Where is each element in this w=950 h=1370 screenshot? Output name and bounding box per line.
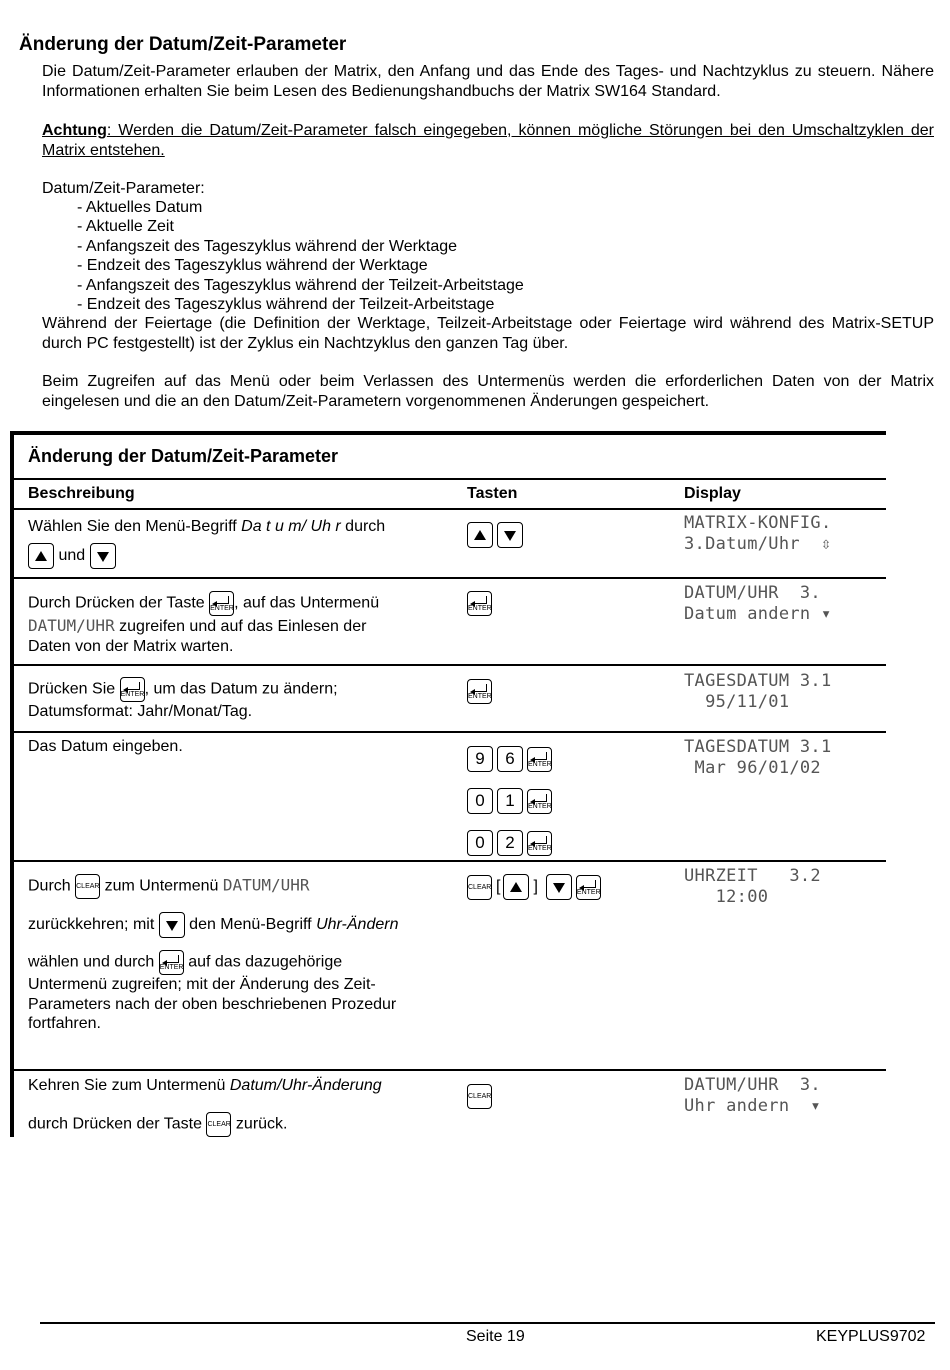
row2-text-c: zugreifen und auf das Einlesen der	[114, 618, 367, 635]
warning-label: Achtung	[42, 122, 107, 139]
row5-text: Durch	[28, 877, 76, 895]
divider	[14, 731, 886, 733]
clear-key-icon: CLEAR	[467, 1084, 492, 1109]
row5-lcd-text: DATUM/UHR	[222, 875, 310, 895]
divider	[14, 860, 886, 862]
enter-key-icon: ENTER	[527, 789, 552, 814]
enter-key-icon: ENTER	[467, 679, 492, 704]
params-list	[77, 198, 524, 314]
row6-text-b: durch Drücken der Taste	[28, 1115, 207, 1133]
table-top-border	[10, 431, 886, 435]
row6-text: Kehren Sie zum Untermenü	[28, 1077, 230, 1094]
row1-description	[28, 517, 448, 569]
row3-description	[28, 677, 458, 722]
clear-key-icon: CLEAR	[467, 875, 492, 900]
divider	[14, 478, 886, 480]
row2-text: Durch Drücken der Taste	[28, 594, 210, 612]
bracket-close: ]	[533, 878, 538, 896]
list-item: - Endzeit des Tageszyklus während der Werktage	[77, 257, 428, 275]
page-number: Seite 19	[466, 1328, 525, 1345]
enter-key-icon: ENTER	[159, 950, 184, 975]
row2-lcd-text: DATUM/UHR	[28, 616, 115, 635]
procedure-table	[10, 431, 886, 1137]
enter-key-icon: ENTER	[527, 831, 552, 856]
params-intro: Datum/Zeit-Parameter:	[42, 180, 205, 197]
digit-key: 9	[467, 746, 493, 772]
list-item: - Endzeit des Tageszyklus während der Teilzeit-Arbeitstage	[77, 296, 495, 314]
row3-keys	[467, 679, 496, 704]
column-header-description: Beschreibung	[28, 485, 135, 502]
divider	[14, 664, 886, 666]
row2-text-b: , auf das Untermenü	[234, 594, 380, 612]
enter-key-icon: ENTER	[120, 677, 145, 702]
down-key-icon	[159, 912, 185, 938]
row5-text-h: Parameters nach der oben beschriebenen Prozedur	[28, 995, 397, 1013]
up-key-icon	[503, 874, 529, 900]
column-header-keys: Tasten	[467, 485, 518, 502]
row5-text-f: auf das dazugehörige	[183, 953, 343, 971]
intro-paragraph: Die Datum/Zeit-Parameter erlauben der Matrix, den Anfang und das Ende des Tages- und Nachtzyklus zu steuern. Nähere Informationen erhalten Sie beim Lesen des Bedienungshandbuchs der Matrix SW164 Standard.	[42, 63, 934, 100]
row2-display: DATUM/UHR 3. Datum andern ▾	[684, 583, 832, 624]
list-item: - Aktuelle Zeit	[77, 218, 174, 236]
row6-menu-item: Datum/Uhr-Änderung	[229, 1077, 382, 1094]
down-key-icon	[90, 543, 116, 569]
row2-keys	[467, 591, 496, 616]
divider	[14, 1069, 886, 1071]
list-item: - Anfangszeit des Tageszyklus während der Teilzeit-Arbeitstage	[77, 276, 524, 294]
row1-text: Wählen Sie den Menü-Begriff	[28, 518, 242, 535]
clear-key-icon: CLEAR	[206, 1112, 231, 1137]
row5-description	[28, 874, 458, 1034]
row1-text-c: und	[54, 546, 86, 564]
page-heading: Änderung der Datum/Zeit-Parameter	[19, 34, 347, 55]
divider	[14, 508, 886, 510]
digit-key: 0	[467, 788, 493, 814]
row4-description: Das Datum eingeben.	[28, 738, 183, 755]
row5-menu-item: Uhr-Ändern	[316, 916, 399, 934]
row3-text-c: Datumsformat: Jahr/Monat/Tag.	[28, 703, 253, 720]
digit-key: 0	[467, 830, 493, 856]
footer-divider	[40, 1322, 935, 1324]
down-key-icon	[546, 874, 572, 900]
row4-display: TAGESDATUM 3.1 Mar 96/01/02	[684, 737, 832, 778]
row2-description	[28, 591, 458, 656]
row2-text-d: Daten von der Matrix warten.	[28, 637, 234, 655]
enter-key-icon: ENTER	[467, 591, 492, 616]
row3-text: Drücken Sie	[28, 680, 120, 698]
row6-display: DATUM/UHR 3. Uhr andern ▾	[684, 1075, 821, 1116]
enter-key-icon: ENTER	[576, 875, 601, 900]
row5-text-g: Untermenü zugreifen; mit der Änderung des Zeit-	[28, 976, 376, 993]
row5-keys	[467, 874, 605, 900]
row1-keys	[467, 522, 527, 548]
row4-keys	[467, 746, 556, 872]
divider	[14, 577, 886, 579]
row5-text-b: zum Untermenü	[100, 877, 223, 895]
table-left-border	[10, 431, 14, 1137]
row1-display: MATRIX-KONFIG. 3.Datum/Uhr ⇳	[684, 513, 832, 554]
up-key-icon	[28, 543, 54, 569]
row6-description	[28, 1076, 458, 1137]
bracket-open: [	[496, 878, 501, 896]
holiday-paragraph: Während der Feiertage (die Definition der Werktage, Teilzeit-Arbeitstage oder Feiertage wird während des Matrix-SETUP durch PC festgestellt) ist der Zyklus ein Nachtzyklus den ganzen Tag über.	[42, 315, 934, 352]
row3-display: TAGESDATUM 3.1 95/11/01	[684, 671, 832, 712]
digit-key: 6	[497, 746, 523, 772]
row5-text-i: fortfahren.	[28, 1015, 101, 1032]
row5-display: UHRZEIT 3.2 12:00	[684, 866, 821, 907]
column-header-display: Display	[684, 485, 741, 502]
enter-key-icon: ENTER	[209, 591, 234, 616]
warning-paragraph	[42, 121, 934, 160]
document-id: KEYPLUS9702	[816, 1328, 926, 1345]
enter-key-icon: ENTER	[527, 747, 552, 772]
row5-text-d: den Menü-Begriff	[184, 916, 317, 934]
row3-text-b: , um das Datum zu ändern;	[144, 680, 338, 698]
row1-text-b: durch	[340, 518, 386, 535]
row6-keys	[467, 1084, 496, 1109]
table-title: Änderung der Datum/Zeit-Parameter	[28, 446, 339, 466]
list-item: - Anfangszeit des Tageszyklus während der Werktage	[77, 237, 458, 255]
row5-text-c: zurückkehren; mit	[28, 916, 159, 934]
digit-key: 1	[497, 788, 523, 814]
up-key-icon	[467, 522, 493, 548]
list-item: - Aktuelles Datum	[77, 199, 203, 216]
digit-key: 2	[497, 830, 523, 856]
row1-menu-item: Da t u m/ Uh r	[241, 518, 341, 535]
row5-text-e: wählen und durch	[28, 953, 159, 971]
down-key-icon	[497, 522, 523, 548]
menu-paragraph: Beim Zugreifen auf das Menü oder beim Verlassen des Untermenüs werden die erforderlichen Daten von der Matrix eingelesen und die an den Datum/Zeit-Parametern vorgenommenen Änderungen gespeichert.	[42, 373, 934, 410]
warning-text: : Werden die Datum/Zeit-Parameter falsch eingegeben, können mögliche Störungen bei den Umschaltzyklen der Matrix entstehen.	[42, 122, 934, 159]
row6-text-c: zurück.	[231, 1115, 288, 1133]
clear-key-icon: CLEAR	[75, 874, 100, 899]
